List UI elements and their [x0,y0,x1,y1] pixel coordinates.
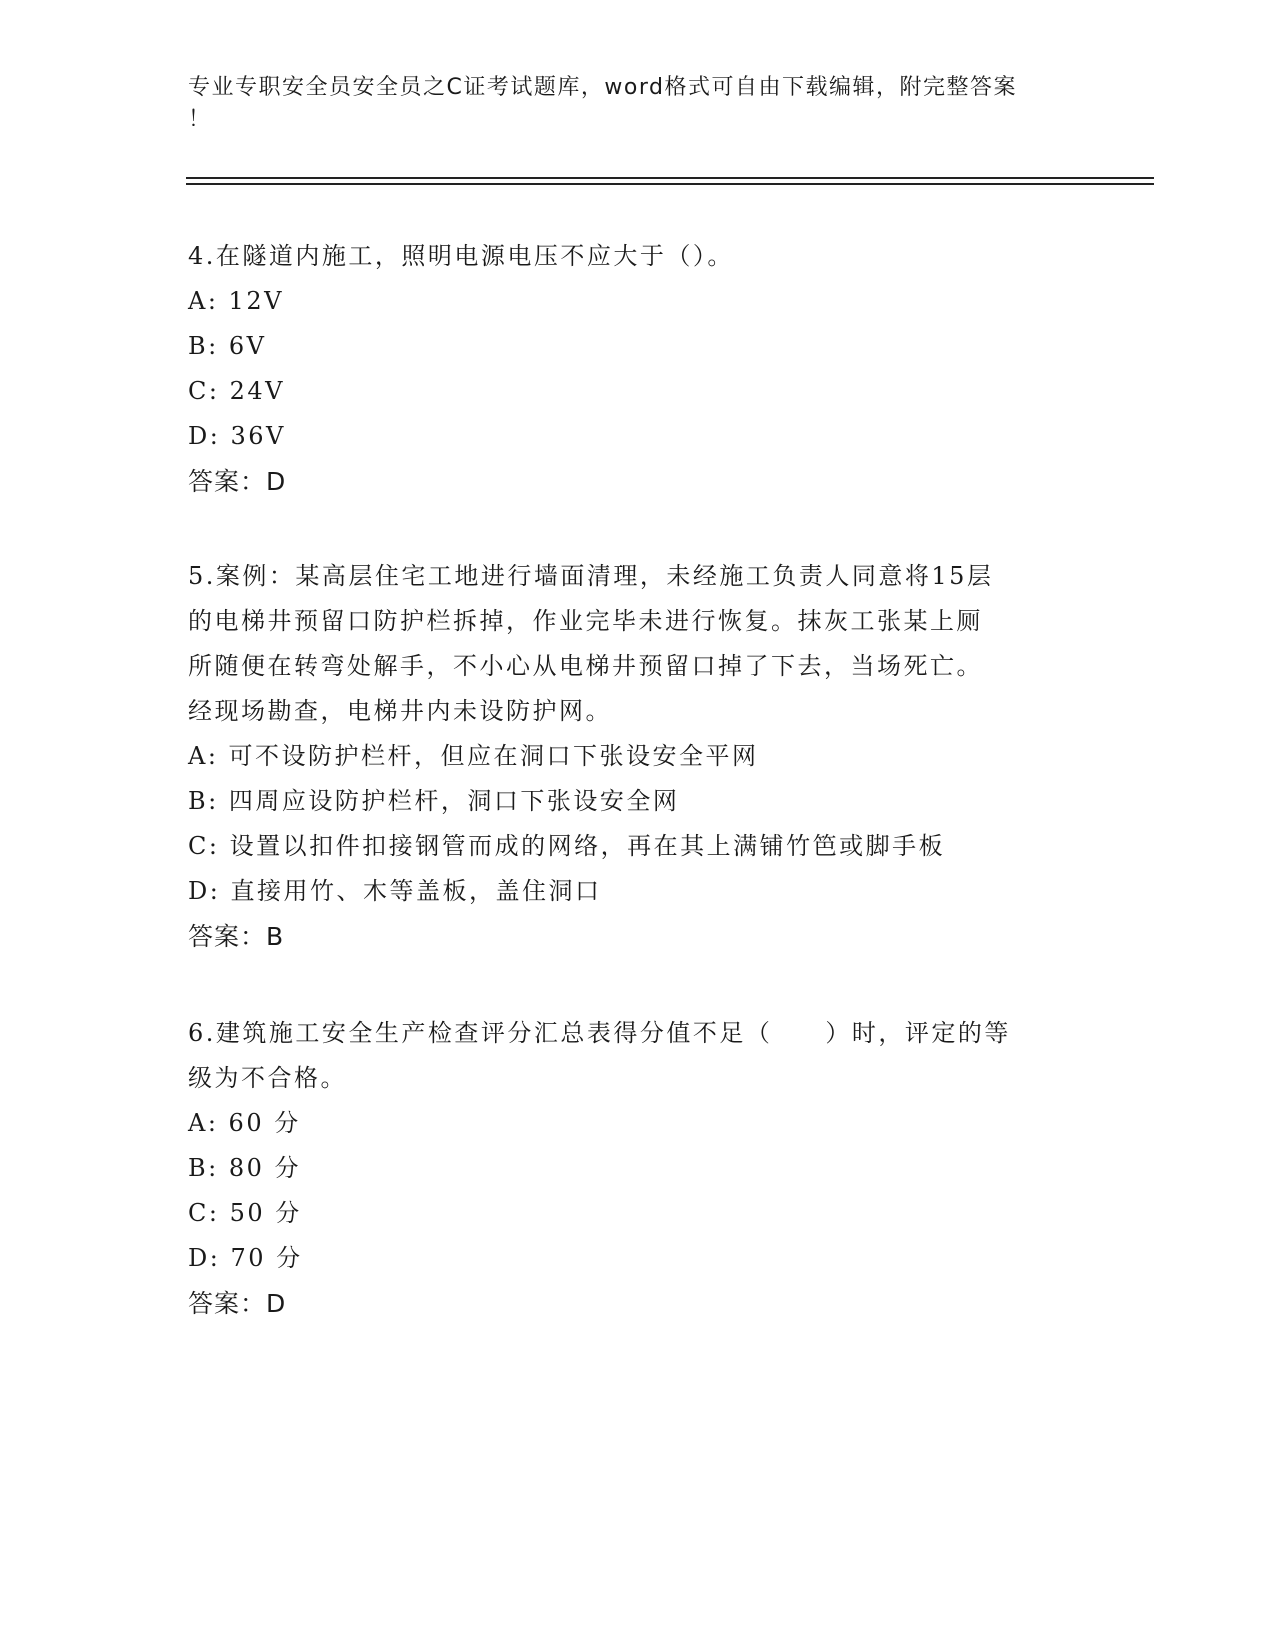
option-c: C: 50 分 [188,1199,302,1227]
option-c: C: 24V [188,377,285,405]
header-divider-bottom [186,183,1154,185]
option-b: B: 80 分 [188,1154,302,1182]
question-text-line-3: 所随便在转弯处解手，不小心从电梯井预留口掉了下去，当场死亡。 [188,652,983,680]
option-d: D: 36V [188,422,286,450]
answer: 答案：D [188,467,287,496]
question-text-line-2: 的电梯井预留口防护栏拆掉，作业完毕未进行恢复。抹灰工张某上厕 [188,607,983,635]
question-text-line-4: 经现场勘查，电梯井内未设防护网。 [188,697,612,725]
header-line-1: 专业专职安全员安全员之C证考试题库，word格式可自由下载编辑，附完整答案 [188,75,1017,100]
header-divider-top [186,177,1154,179]
question-4 [188,234,1088,504]
option-d: D: 70 分 [188,1244,303,1272]
option-d: D: 直接用竹、木等盖板，盖住洞口 [188,877,602,905]
answer: 答案：D [188,1289,287,1318]
question-5 [188,554,1088,959]
option-a: A: 可不设防护栏杆，但应在洞口下张设安全平网 [188,742,759,770]
option-c: C: 设置以扣件扣接钢管而成的网络，再在其上满铺竹笆或脚手板 [188,832,946,860]
question-6 [188,1011,1088,1326]
option-b: B: 6V [188,332,267,360]
answer: 答案：B [188,922,285,951]
option-b: B: 四周应设防护栏杆，洞口下张设安全网 [188,787,680,815]
option-a: A: 12V [188,287,284,315]
question-text: 4.在隧道内施工，照明电源电压不应大于（）。 [188,242,734,270]
question-text-line-1: 6.建筑施工安全生产检查评分汇总表得分值不足（ ）时，评定的等 [188,1019,1011,1047]
question-text-line-2: 级为不合格。 [188,1064,347,1092]
header-line-2: ！ [188,107,212,132]
option-a: A: 60 分 [188,1109,301,1137]
question-text-line-1: 5.案例：某高层住宅工地进行墙面清理，未经施工负责人同意将15层 [188,562,994,590]
document-header [188,72,1088,136]
